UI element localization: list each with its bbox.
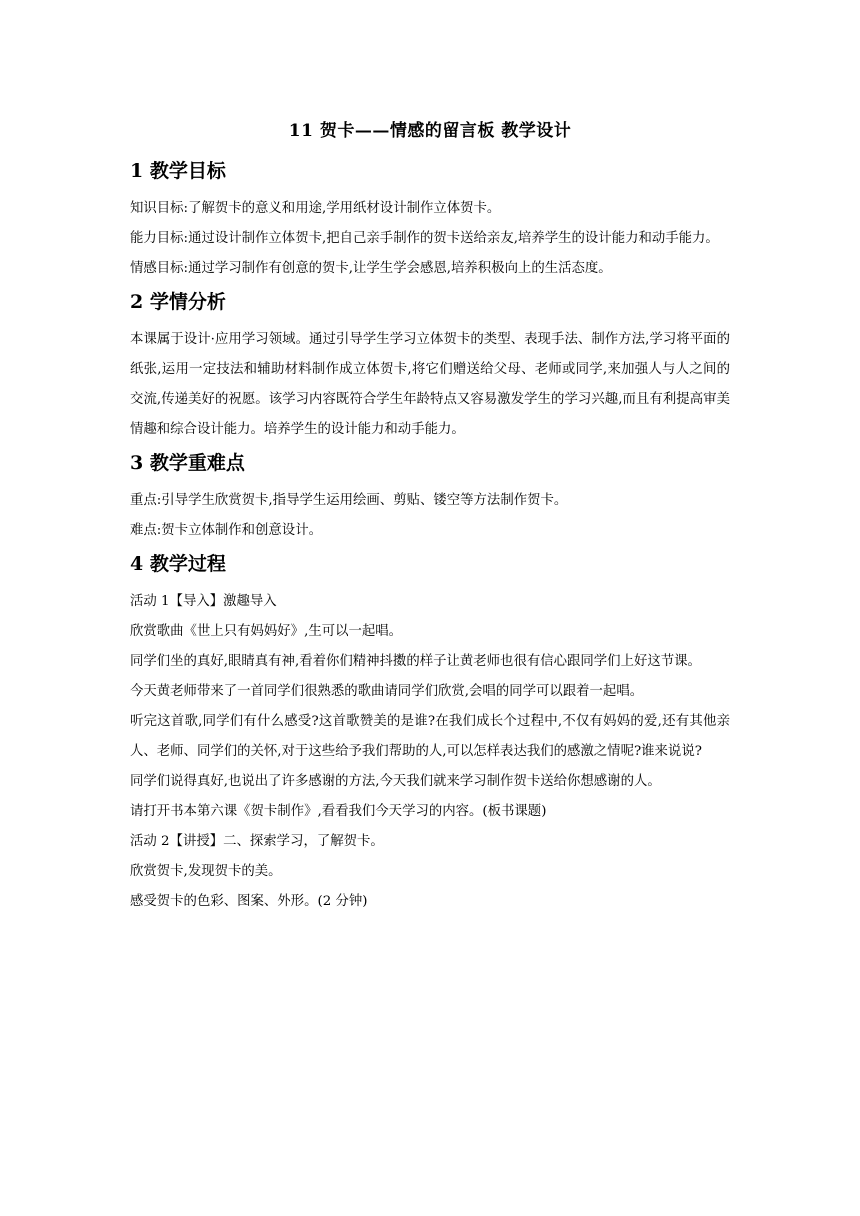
paragraph: 同学们坐的真好,眼睛真有神,看着你们精神抖擞的样子让黄老师也很有信心跟同学们上好这节课。 xyxy=(130,654,701,669)
paragraph: 活动 1【导入】激趣导入 xyxy=(130,594,277,609)
section-teaching-process xyxy=(130,551,730,917)
section-heading: 3 教学重难点 xyxy=(130,452,245,474)
paragraph: 难点:贺卡立体制作和创意设计。 xyxy=(130,523,322,538)
section-heading: 4 教学过程 xyxy=(130,553,226,575)
paragraph: 同学们说得真好,也说出了许多感谢的方法,今天我们就来学习制作贺卡送给你想感谢的人。 xyxy=(130,774,661,789)
paragraph: 重点:引导学生欣赏贺卡,指导学生运用绘画、剪贴、镂空等方法制作贺卡。 xyxy=(130,493,568,508)
paragraph: 感受贺卡的色彩、图案、外形。(2 分钟) xyxy=(130,894,368,909)
paragraph: 欣赏歌曲《世上只有妈妈好》,生可以一起唱。 xyxy=(130,624,403,639)
section-heading: 1 教学目标 xyxy=(130,160,226,182)
section-teaching-goals xyxy=(130,158,730,284)
section-student-analysis xyxy=(130,289,730,445)
document-body xyxy=(130,158,730,922)
paragraph: 本课属于设计·应用学习领域。通过引导学生学习立体贺卡的类型、表现手法、制作方法,学习将平面的纸张,运用一定技法和辅助材料制作成立体贺卡,将它们赠送给父母、老师或同学,来加强人与人之间的交流,传递美好的祝愿。该学习内容既符合学生年龄特点又容易激发学生的学习兴趣,而且有利提高审美情趣和综合设计能力。培养学生的设计能力和动手能力。 xyxy=(130,332,730,437)
paragraph: 能力目标:通过设计制作立体贺卡,把自己亲手制作的贺卡送给亲友,培养学生的设计能力和动手能力。 xyxy=(130,231,719,246)
paragraph: 活动 2【讲授】二、探索学习，了解贺卡。 xyxy=(130,834,384,849)
paragraph: 今天黄老师带来了一首同学们很熟悉的歌曲请同学们欣赏,会唱的同学可以跟着一起唱。 xyxy=(130,684,644,699)
paragraph: 听完这首歌,同学们有什么感受?这首歌赞美的是谁?在我们成长个过程中,不仅有妈妈的爱,还有其他亲人、老师、同学们的关怀,对于这些给予我们帮助的人,可以怎样表达我们的感激之情呢?谁来说说? xyxy=(130,714,730,759)
section-heading: 2 学情分析 xyxy=(130,291,226,313)
paragraph: 情感目标:通过学习制作有创意的贺卡,让学生学会感恩,培养积极向上的生活态度。 xyxy=(130,261,612,276)
paragraph: 请打开书本第六课《贺卡制作》,看看我们今天学习的内容。(板书课题) xyxy=(130,804,547,819)
paragraph: 知识目标:了解贺卡的意义和用途,学用纸材设计制作立体贺卡。 xyxy=(130,201,501,216)
section-key-points xyxy=(130,450,730,546)
document-title: 11 贺卡——情感的留言板 教学设计 xyxy=(288,121,572,141)
paragraph: 欣赏贺卡,发现贺卡的美。 xyxy=(130,864,282,879)
